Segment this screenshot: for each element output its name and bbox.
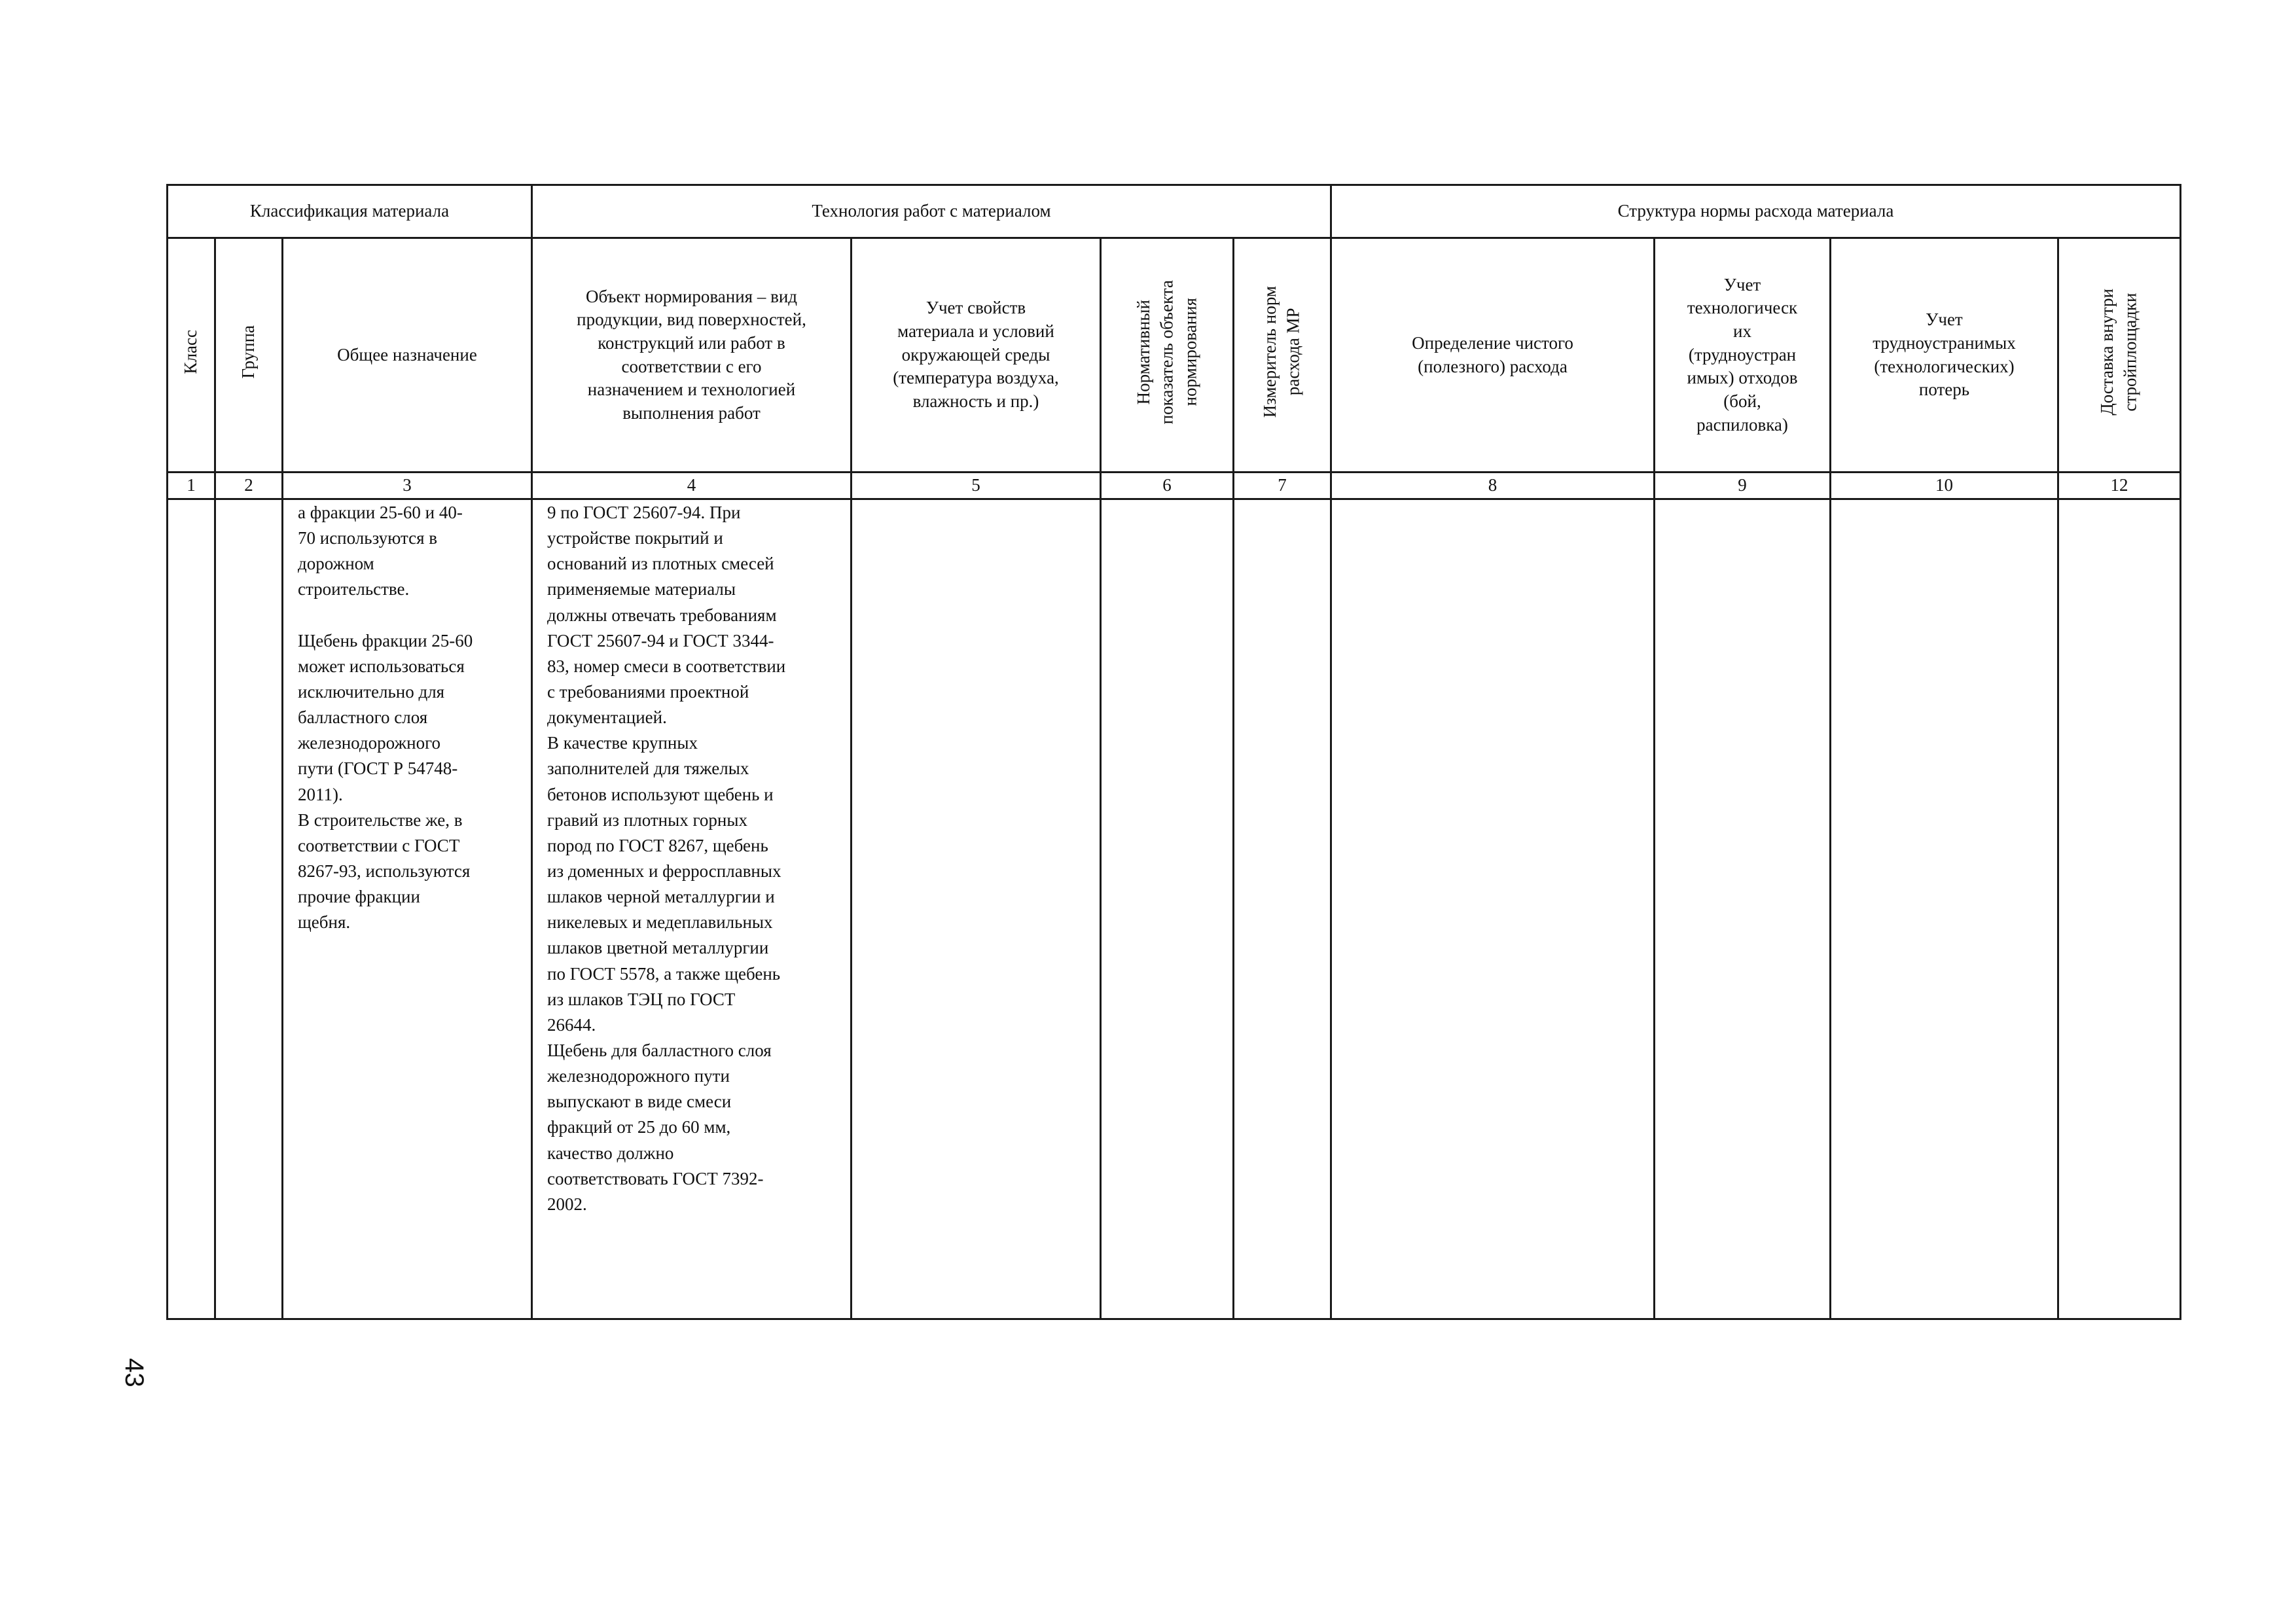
col-class-label: Класс (181, 329, 201, 374)
norms-table (166, 184, 2181, 1320)
col-number: 9 (1655, 473, 1831, 499)
col-properties-label: Учет свойств материала и условий окружающей среды (температура воздуха, влажность и пр.) (893, 298, 1059, 411)
group-classification: Классификация материала (168, 185, 532, 238)
col-number: 7 (1234, 473, 1331, 499)
col-number: 8 (1331, 473, 1655, 499)
col-number: 10 (1831, 473, 2058, 499)
cell-class (168, 499, 215, 1319)
cell-net (1331, 499, 1655, 1319)
col-number: 12 (2058, 473, 2181, 499)
cell-delivery (2058, 499, 2181, 1319)
col-meter-label: Измеритель норм расхода МР (1260, 286, 1303, 418)
cell-meter (1234, 499, 1331, 1319)
col-indicator-label: Нормативный показатель объекта нормирования (1133, 279, 1200, 424)
col-losses-label: Учет трудноустранимых (технологических) потерь (1873, 310, 2016, 400)
col-waste-header (1655, 238, 1831, 473)
cell-properties (852, 499, 1101, 1319)
column-header-row (168, 238, 2181, 473)
col-delivery-label: Доставка внутри стройплощадки (2097, 288, 2140, 416)
col-class-header (168, 238, 215, 473)
col-group-header (215, 238, 283, 473)
col-number: 5 (852, 473, 1101, 499)
purpose-text: а фракции 25-60 и 40- 70 используются в дорожном строительстве. Щебень фракции 25-60 может использоваться исключительно для балластного слоя железнодорожного пути (ГОСТ Р 54748- 2011). В строительстве же, в соответствии с ГОСТ 8267-93, используются прочие фракции щебня. (298, 503, 473, 933)
col-indicator-header (1101, 238, 1234, 473)
group-structure: Структура нормы расхода материала (1331, 185, 2181, 238)
col-losses-header (1831, 238, 2058, 473)
col-number: 6 (1101, 473, 1234, 499)
column-number-row (168, 473, 2181, 499)
group-header-row (168, 185, 2181, 238)
col-number: 3 (283, 473, 532, 499)
col-group-label: Группа (238, 325, 259, 379)
col-object-label: Объект нормирования – вид продукции, вид поверхностей, конструкций или работ в соответствии с его назначением и технологией выполнения работ (577, 286, 806, 423)
cell-group (215, 499, 283, 1319)
cell-waste (1655, 499, 1831, 1319)
col-number: 1 (168, 473, 215, 499)
col-object-header (532, 238, 852, 473)
col-delivery-header (2058, 238, 2181, 473)
col-meter-header (1234, 238, 1331, 473)
group-technology: Технология работ с материалом (532, 185, 1331, 238)
cell-object (532, 499, 852, 1319)
col-number: 4 (532, 473, 852, 499)
col-purpose-label: Общее назначение (337, 344, 477, 365)
page-number: 43 (119, 1358, 149, 1387)
col-net-header (1331, 238, 1655, 473)
col-number: 2 (215, 473, 283, 499)
cell-indicator (1101, 499, 1234, 1319)
col-net-label: Определение чистого (полезного) расхода (1412, 332, 1573, 376)
body-row (168, 499, 2181, 1319)
cell-purpose (283, 499, 532, 1319)
object-text: 9 по ГОСТ 25607-94. При устройстве покрытий и оснований из плотных смесей применяемые материалы должны отвечать требованиям ГОСТ 25607-94 и ГОСТ 3344- 83, номер смеси в соответствии с требованиями проектной документацией. В качестве крупных заполнителей для тяжелых бетонов используют щебень и гравий из плотных горных пород по ГОСТ 8267, щебень из доменных и ферросплавных шлаков черной металлургии и никелевых и медеплавильных шлаков цветной металлургии по ГОСТ 5578, а также щебень из шлаков ТЭЦ по ГОСТ 26644. Щебень для балластного слоя железнодорожного пути выпускают в виде смеси фракций от 25 до 60 мм, качество должно соответствовать ГОСТ 7392- 2002. (547, 503, 786, 1214)
col-properties-header (852, 238, 1101, 473)
col-purpose-header (283, 238, 532, 473)
cell-losses (1831, 499, 2058, 1319)
col-waste-label: Учет технологическ их (трудноустран имых) отходов (бой, распиловка) (1687, 274, 1798, 435)
